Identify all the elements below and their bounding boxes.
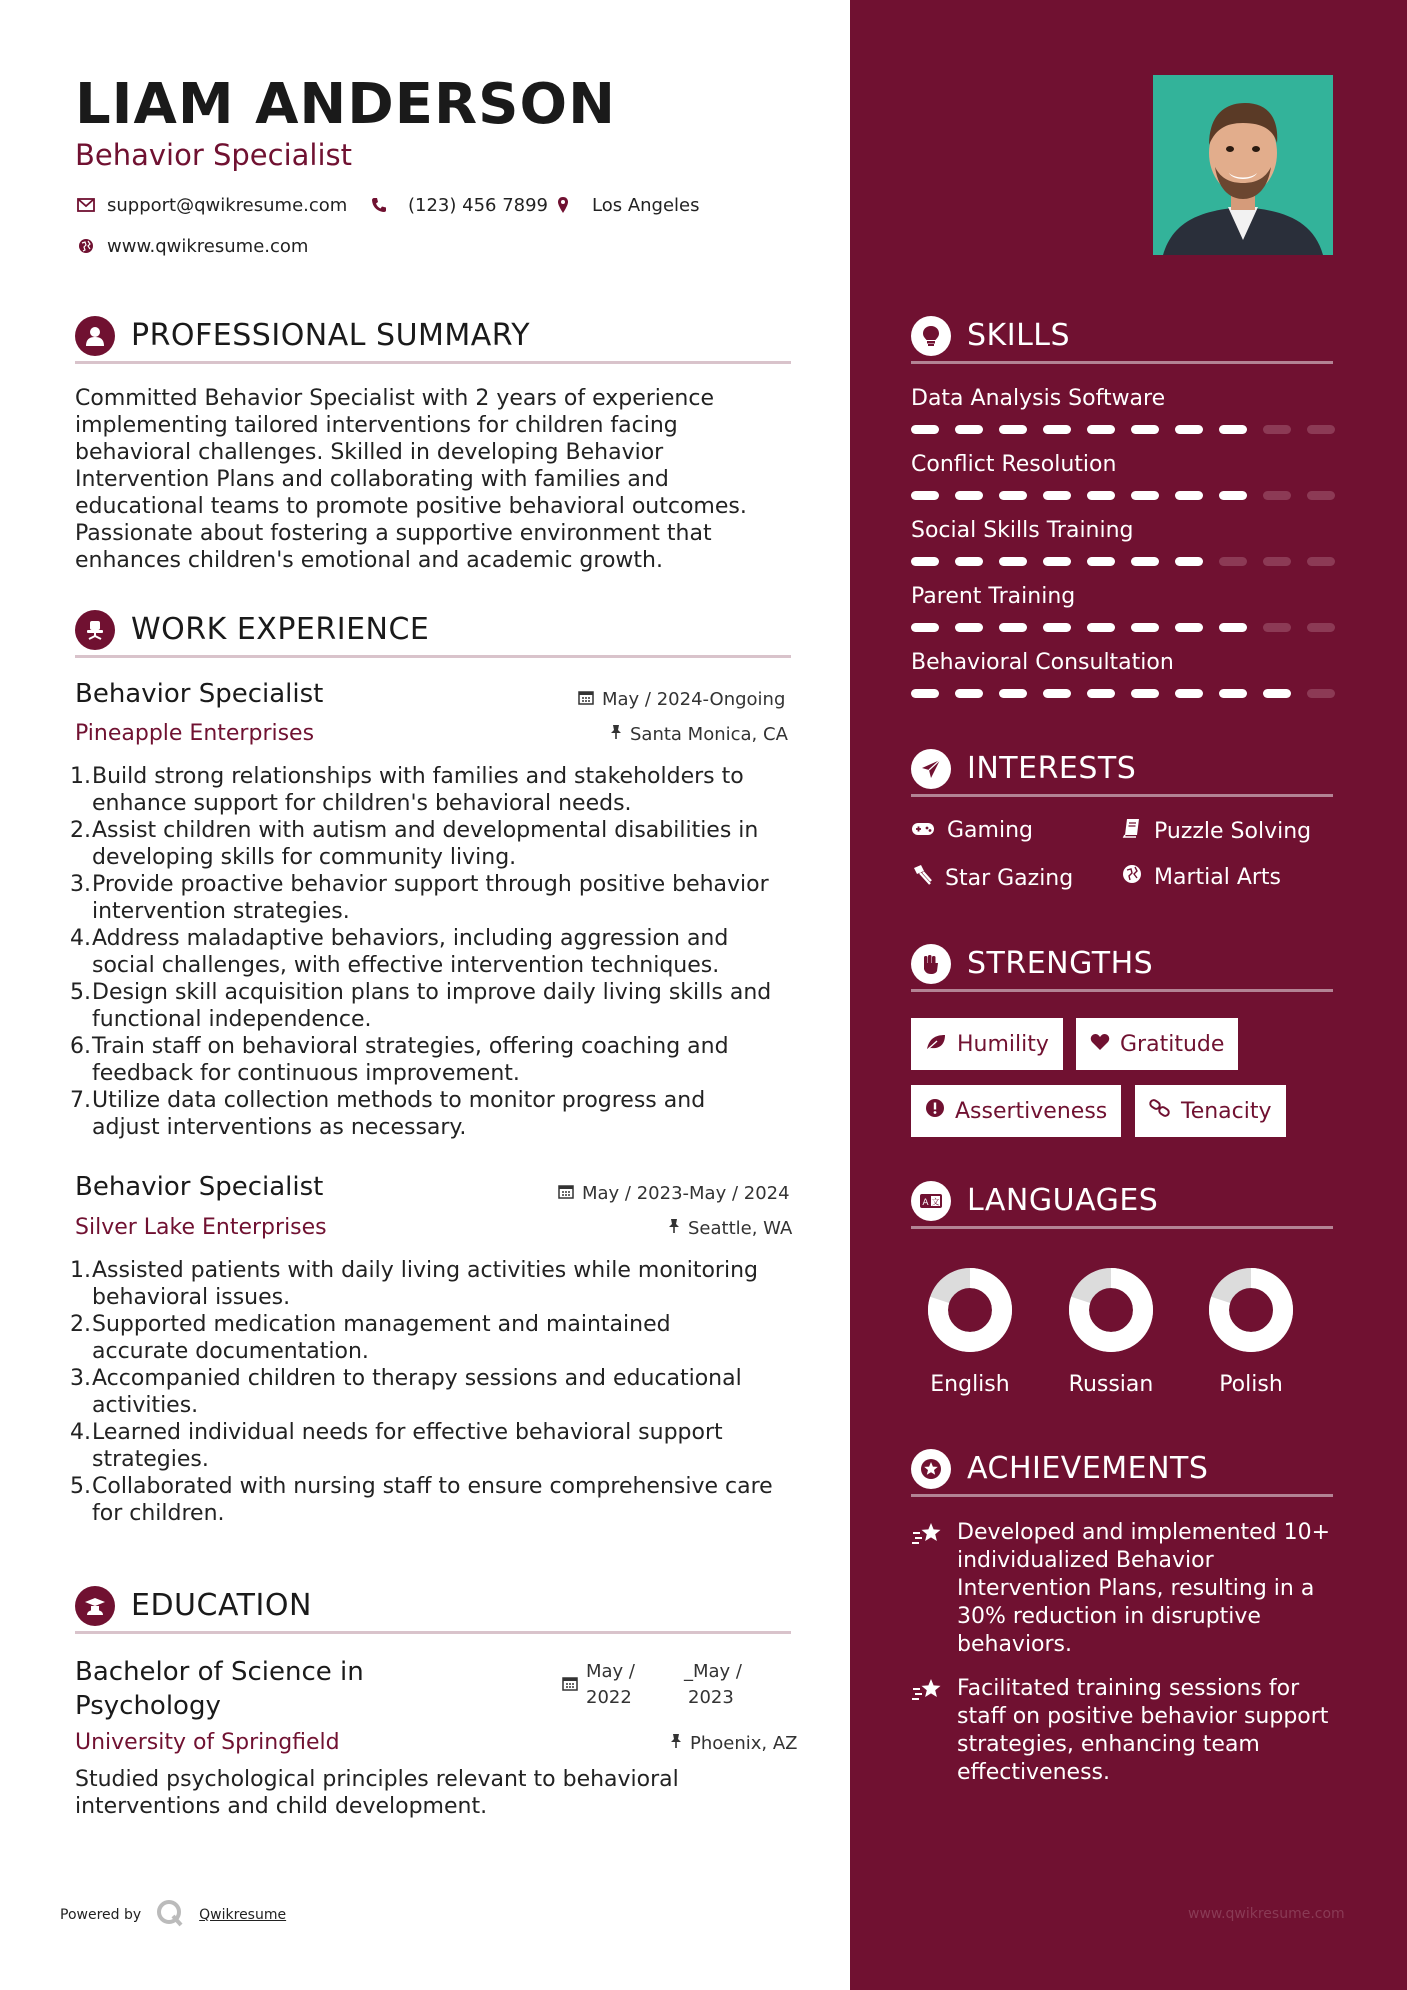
skill-name: Parent Training (911, 584, 1076, 609)
skill-segment (1307, 557, 1335, 566)
list-item (70, 925, 790, 979)
item-line: accurate documentation. (92, 1339, 369, 1364)
school-location (670, 1733, 798, 1754)
contact-phone[interactable] (368, 194, 548, 216)
interest-item (911, 818, 1033, 843)
skill-segment (1219, 557, 1247, 566)
skill-segment (911, 491, 939, 500)
education-description (75, 1766, 795, 1820)
skill-segment (1043, 491, 1071, 500)
item-line: Accompanied children to therapy sessions and educational (92, 1366, 742, 1391)
item-line: Train staff on behavioral strategies, offering coaching and (92, 1034, 729, 1059)
skill-segment (1043, 557, 1071, 566)
section-title: EDUCATION (131, 1588, 312, 1623)
section-skills-header (911, 310, 1333, 364)
skill-segment (1175, 623, 1203, 632)
job-location-text: Santa Monica, CA (630, 724, 788, 745)
telescope-icon (911, 864, 933, 892)
graduate-icon (75, 1586, 115, 1626)
star-badge-icon (911, 1449, 951, 1489)
education-dates (562, 1659, 742, 1711)
interest-label: Puzzle Solving (1154, 818, 1312, 844)
heart-icon (1090, 1032, 1110, 1057)
skill-segment (999, 425, 1027, 434)
item-number: 6. (70, 1034, 91, 1059)
pushpin-icon (610, 724, 622, 745)
list-item (70, 817, 790, 871)
skill-segment (955, 557, 983, 566)
shooting-star-icon (911, 1519, 945, 1659)
description-line: Studied psychological principles relevant to behavioral (75, 1767, 679, 1792)
calendar-icon (558, 1183, 574, 1204)
language-ring (1206, 1265, 1296, 1355)
skill-segment (1175, 425, 1203, 434)
interest-label: Star Gazing (945, 865, 1074, 891)
location-text: Los Angeles (592, 194, 700, 216)
school-name: University of Springfield (75, 1730, 340, 1755)
item-line: for children. (92, 1501, 225, 1526)
section-title: SKILLS (967, 318, 1071, 353)
skill-segment (911, 425, 939, 434)
education-end (684, 1659, 742, 1711)
list-item (70, 1365, 790, 1419)
list-item (70, 1419, 790, 1473)
email-text: support@qwikresume.com (107, 194, 348, 216)
item-number: 1. (70, 1258, 91, 1283)
skill-segment (1307, 623, 1335, 632)
skill-segment (955, 491, 983, 500)
skill-segment (955, 425, 983, 434)
list-item (70, 763, 790, 817)
item-line: Supported medication management and maintained (92, 1312, 671, 1337)
list-item (70, 1473, 790, 1527)
interest-item (911, 864, 1073, 892)
skill-bar (911, 557, 1335, 566)
gamepad-icon (911, 818, 935, 843)
link-icon (1149, 1098, 1171, 1124)
skill-name: Social Skills Training (911, 518, 1134, 543)
item-line: Design skill acquisition plans to improve daily living skills and (92, 980, 772, 1005)
interest-item (1122, 818, 1311, 844)
skill-segment (1131, 689, 1159, 698)
map-marker-icon (552, 194, 574, 216)
item-line: enhance support for children's behavioral needs. (92, 791, 632, 816)
envelope-icon (75, 194, 97, 216)
language-ring (925, 1265, 1015, 1355)
language-name: Polish (1219, 1372, 1283, 1397)
list-item (70, 1087, 790, 1141)
strength-label: Gratitude (1120, 1031, 1225, 1057)
interest-label: Gaming (947, 818, 1033, 843)
degree-line: Bachelor of Science in (75, 1657, 364, 1687)
skill-segment (1219, 491, 1247, 500)
qwikresume-logo-icon (155, 1898, 185, 1932)
degree-title (75, 1655, 364, 1723)
item-number: 4. (70, 1420, 91, 1445)
item-number: 5. (70, 1474, 91, 1499)
job-location-text: Seattle, WA (688, 1218, 793, 1239)
job-date (558, 1183, 790, 1204)
fist-icon (911, 944, 951, 984)
skill-segment (1263, 425, 1291, 434)
skill-segment (1043, 623, 1071, 632)
language-name: English (930, 1372, 1010, 1397)
summary-line: behavioral challenges. Skilled in developing Behavior (75, 440, 664, 465)
job-duties-list (70, 763, 790, 1141)
skill-segment (1131, 623, 1159, 632)
skill-segment (1131, 557, 1159, 566)
item-line: Assisted patients with daily living activities while monitoring (92, 1258, 758, 1283)
summary-text (75, 385, 795, 574)
skill-segment (911, 623, 939, 632)
interest-label: Martial Arts (1154, 864, 1282, 890)
strength-label: Assertiveness (955, 1098, 1108, 1124)
job-company: Silver Lake Enterprises (75, 1215, 327, 1240)
item-line: behavioral issues. (92, 1285, 291, 1310)
date-line: _May / (684, 1661, 742, 1682)
item-line: activities. (92, 1393, 199, 1418)
language-ring (1066, 1265, 1156, 1355)
footer-website[interactable]: www.qwikresume.com (1188, 1906, 1345, 1922)
pushpin-icon (668, 1218, 680, 1239)
item-line: Assist children with autism and developmental disabilities in (92, 818, 759, 843)
leaf-icon (925, 1032, 947, 1057)
item-line: Build strong relationships with families and stakeholders to (92, 764, 744, 789)
skill-segment (999, 689, 1027, 698)
skill-name: Data Analysis Software (911, 386, 1166, 411)
skill-segment (1087, 689, 1115, 698)
strength-tag (1076, 1018, 1238, 1070)
list-item (70, 871, 790, 925)
item-line: adjust interventions as necessary. (92, 1115, 467, 1140)
date-line: 2023 (688, 1687, 734, 1708)
contact-email[interactable] (75, 194, 347, 216)
item-number: 5. (70, 980, 91, 1005)
powered-by-text: Powered by (60, 1907, 142, 1923)
section-achievements-header (911, 1443, 1333, 1497)
skill-segment (999, 557, 1027, 566)
summary-line: Intervention Plans and collaborating with families and (75, 467, 669, 492)
skill-bar (911, 491, 1335, 500)
date-line: 2022 (586, 1687, 632, 1708)
summary-line: educational teams to promote positive behavioral outcomes. (75, 494, 747, 519)
section-title: ACHIEVEMENTS (967, 1451, 1209, 1486)
item-number: 2. (70, 1312, 91, 1337)
list-item (70, 1257, 790, 1311)
skill-segment (1087, 425, 1115, 434)
office-chair-icon (75, 610, 115, 650)
item-number: 3. (70, 872, 91, 897)
school-location-text: Phoenix, AZ (690, 1733, 798, 1754)
profile-photo (1153, 75, 1333, 255)
achievement-item (911, 1675, 1341, 1787)
skill-name: Behavioral Consultation (911, 650, 1174, 675)
section-experience-header (75, 604, 791, 658)
section-title: LANGUAGES (967, 1183, 1159, 1218)
skill-segment (955, 689, 983, 698)
skill-bar (911, 425, 1335, 434)
skill-segment (1307, 425, 1335, 434)
description-line: interventions and child development. (75, 1794, 488, 1819)
summary-line: Passionate about fostering a supportive environment that (75, 521, 712, 546)
strength-tag (911, 1085, 1121, 1137)
section-title: INTERESTS (967, 751, 1137, 786)
skill-segment (1043, 425, 1071, 434)
skill-segment (1087, 557, 1115, 566)
pushpin-icon (670, 1733, 682, 1754)
item-line: Collaborated with nursing staff to ensure comprehensive care (92, 1474, 773, 1499)
book-icon (1122, 818, 1142, 844)
skill-name: Conflict Resolution (911, 452, 1117, 477)
achievement-text: Facilitated training sessions for staff on positive behavior support strategies, enhancing team effectiveness. (957, 1676, 1329, 1785)
list-item (70, 1311, 790, 1365)
item-line: feedback for continuous improvement. (92, 1061, 520, 1086)
section-title: STRENGTHS (967, 946, 1154, 981)
skill-segment (1131, 491, 1159, 500)
section-title: WORK EXPERIENCE (131, 612, 430, 647)
skill-bar (911, 689, 1335, 698)
skill-segment (1043, 689, 1071, 698)
section-education-header (75, 1580, 791, 1634)
skill-segment (911, 557, 939, 566)
skill-segment (911, 689, 939, 698)
user-icon (75, 316, 115, 356)
language-icon (911, 1181, 951, 1221)
skill-segment (1175, 491, 1203, 500)
item-number: 4. (70, 926, 91, 951)
interest-item (1122, 864, 1281, 890)
item-line: Provide proactive behavior support through positive behavior (92, 872, 769, 897)
achievement-item (911, 1519, 1341, 1659)
phone-text: (123) 456 7899 (408, 194, 549, 216)
item-number: 7. (70, 1088, 91, 1113)
section-interests-header (911, 743, 1333, 797)
website-text: www.qwikresume.com (107, 235, 309, 257)
lightbulb-icon (911, 316, 951, 356)
skill-segment (1219, 623, 1247, 632)
job-date (578, 689, 785, 710)
strength-tag (911, 1018, 1063, 1070)
skill-segment (1175, 557, 1203, 566)
skill-segment (1087, 491, 1115, 500)
job-title: Behavior Specialist (75, 1172, 324, 1202)
skill-segment (999, 491, 1027, 500)
list-item (70, 979, 790, 1033)
achievement-text: Developed and implemented 10+ individualized Behavior Intervention Plans, resulting in a 30% reduction in disruptive behaviors. (957, 1520, 1331, 1657)
svg-text:文: 文 (931, 1197, 940, 1206)
skill-bar (911, 623, 1335, 632)
skill-segment (1219, 425, 1247, 434)
strength-label: Humility (957, 1031, 1049, 1057)
degree-line: Psychology (75, 1691, 221, 1721)
skill-segment (955, 623, 983, 632)
job-location (610, 724, 788, 745)
item-number: 3. (70, 1366, 91, 1391)
skill-segment (1263, 623, 1291, 632)
skill-segment (1307, 689, 1335, 698)
section-languages-header (911, 1175, 1333, 1229)
education-start (586, 1659, 676, 1711)
skill-segment (1263, 491, 1291, 500)
contact-location (552, 194, 700, 216)
item-line: social challenges, with effective intervention techniques. (92, 953, 720, 978)
job-company: Pineapple Enterprises (75, 721, 315, 746)
item-line: Utilize data collection methods to monitor progress and (92, 1088, 706, 1113)
strength-label: Tenacity (1181, 1098, 1272, 1124)
date-line: May / (586, 1661, 635, 1682)
skill-segment (1175, 689, 1203, 698)
job-date-text: May / 2024-Ongoing (602, 689, 786, 710)
paper-plane-icon (911, 749, 951, 789)
phone-icon (368, 194, 390, 216)
item-number: 1. (70, 764, 91, 789)
calendar-icon (562, 1675, 578, 1696)
skill-segment (1131, 425, 1159, 434)
section-summary-header (75, 310, 791, 364)
item-line: Learned individual needs for effective behavioral support (92, 1420, 723, 1445)
skill-segment (999, 623, 1027, 632)
list-item (70, 1033, 790, 1087)
skill-segment (1219, 689, 1247, 698)
brand-link[interactable]: Qwikresume (199, 1907, 287, 1923)
job-location (668, 1218, 792, 1239)
section-title: PROFESSIONAL SUMMARY (131, 318, 531, 353)
skill-segment (1263, 557, 1291, 566)
job-title: Behavior Specialist (75, 679, 324, 709)
language-name: Russian (1068, 1372, 1154, 1397)
item-line: developing skills for community living. (92, 845, 517, 870)
footer-powered-by[interactable] (60, 1898, 286, 1932)
globe-icon (75, 235, 97, 257)
item-line: intervention strategies. (92, 899, 350, 924)
calendar-icon (578, 689, 594, 710)
candidate-role: Behavior Specialist (75, 138, 353, 172)
skill-segment (1307, 491, 1335, 500)
job-date-text: May / 2023-May / 2024 (582, 1183, 790, 1204)
skill-segment (1087, 623, 1115, 632)
svg-text:A: A (922, 1197, 929, 1208)
item-number: 2. (70, 818, 91, 843)
globe-icon (1122, 864, 1142, 890)
item-line: Address maladaptive behaviors, including aggression and (92, 926, 729, 951)
summary-line: Committed Behavior Specialist with 2 years of experience (75, 386, 715, 411)
section-strengths-header (911, 938, 1333, 992)
strength-tag (1135, 1085, 1286, 1137)
shooting-star-icon (911, 1675, 945, 1787)
contact-website[interactable] (75, 235, 308, 257)
summary-line: enhances children's emotional and academic growth. (75, 548, 663, 573)
item-line: functional independence. (92, 1007, 372, 1032)
exclamation-circle-icon (925, 1098, 945, 1124)
job-duties-list (70, 1257, 790, 1527)
summary-line: implementing tailored interventions for children facing (75, 413, 678, 438)
skill-segment (1263, 689, 1291, 698)
candidate-name: LIAM ANDERSON (75, 72, 616, 137)
item-line: strategies. (92, 1447, 209, 1472)
